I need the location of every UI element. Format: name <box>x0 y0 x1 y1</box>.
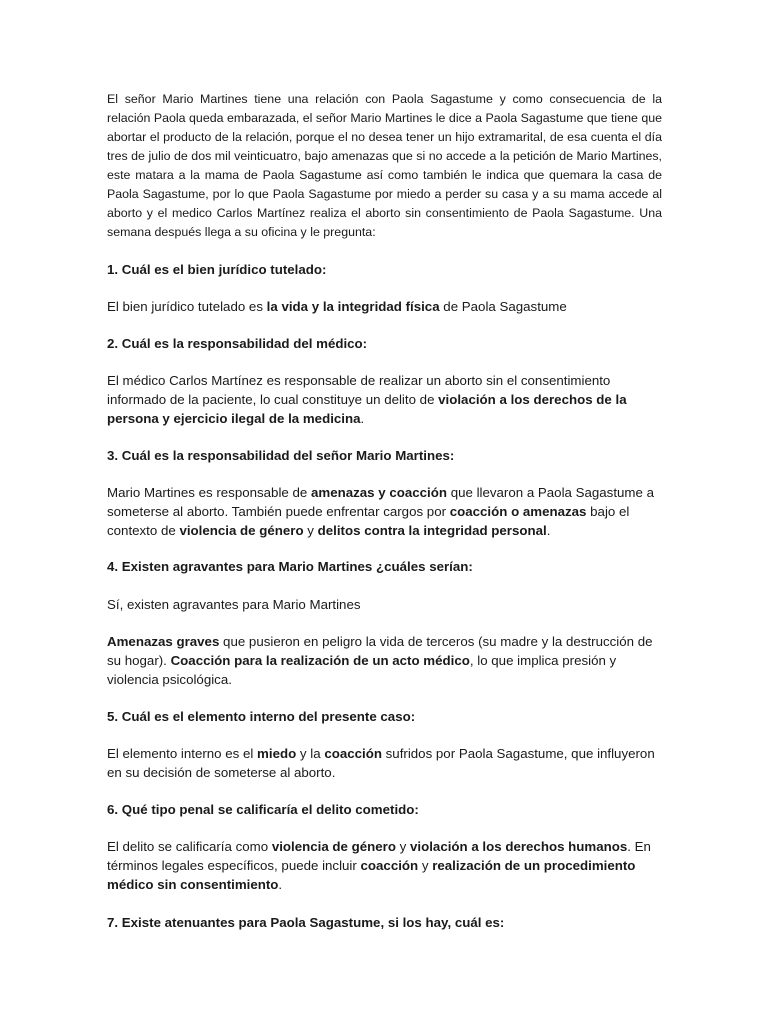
answer-5: El elemento interno es el miedo y la coacción sufridos por Paola Sagastume, que influyeron en su decisión de someterse al aborto. <box>107 746 655 780</box>
case-description: El señor Mario Martines tiene una relación con Paola Sagastume y como consecuencia de la relación Paola queda embarazada, el señor Mario Martines le dice a Paola Sagastume que tiene que abortar el producto de la relación, porque el no desea tener un hijo extramarital, de esa cuenta el día tres de julio de dos mil veinticuatro, bajo amenazas que si no accede a la petición de Mario Martines, este matara a la mama de Paola Sagastume así como también le indica que quemara la casa de Paola Sagastume, por lo que Paola Sagastume por miedo a perder su casa y a su mama accede al aborto y el medico Carlos Martínez realiza el aborto sin consentimiento de Paola Sagastume. Una semana después llega a su oficina y le pregunta: <box>107 92 662 239</box>
question-3: 3. Cuál es la responsabilidad del señor Mario Martines: <box>107 448 455 463</box>
question-7: 7. Existe atenuantes para Paola Sagastume, si los hay, cuál es: <box>107 915 505 930</box>
answer-2: El médico Carlos Martínez es responsable de realizar un aborto sin el consentimiento informado de la paciente, lo cual constituye un delito de violación a los derechos de la persona y ejercicio ilegal de la medicina. <box>107 373 627 426</box>
answer-6: El delito se calificaría como violencia de género y violación a los derechos humanos. En términos legales específicos, puede incluir coacción y realización de un procedimiento médico sin consentimiento. <box>107 839 651 892</box>
question-5: 5. Cuál es el elemento interno del presente caso: <box>107 709 416 724</box>
answer-4-intro: Sí, existen agravantes para Mario Martines <box>107 597 361 612</box>
answer-3: Mario Martines es responsable de amenazas y coacción que llevaron a Paola Sagastume a someterse al aborto. También puede enfrentar cargos por coacción o amenazas bajo el contexto de violencia de género y delitos contra la integridad personal. <box>107 485 654 538</box>
question-4: 4. Existen agravantes para Mario Martines ¿cuáles serían: <box>107 559 473 574</box>
question-1: 1. Cuál es el bien jurídico tutelado: <box>107 262 327 277</box>
answer-1: El bien jurídico tutelado es la vida y la integridad física de Paola Sagastume <box>107 299 567 314</box>
question-6: 6. Qué tipo penal se calificaría el delito cometido: <box>107 802 419 817</box>
question-2: 2. Cuál es la responsabilidad del médico: <box>107 336 368 351</box>
answer-4-detail: Amenazas graves que pusieron en peligro la vida de terceros (su madre y la destrucción de su hogar). Coacción para la realización de un acto médico, lo que implica presión y violencia psicológica. <box>107 634 653 687</box>
